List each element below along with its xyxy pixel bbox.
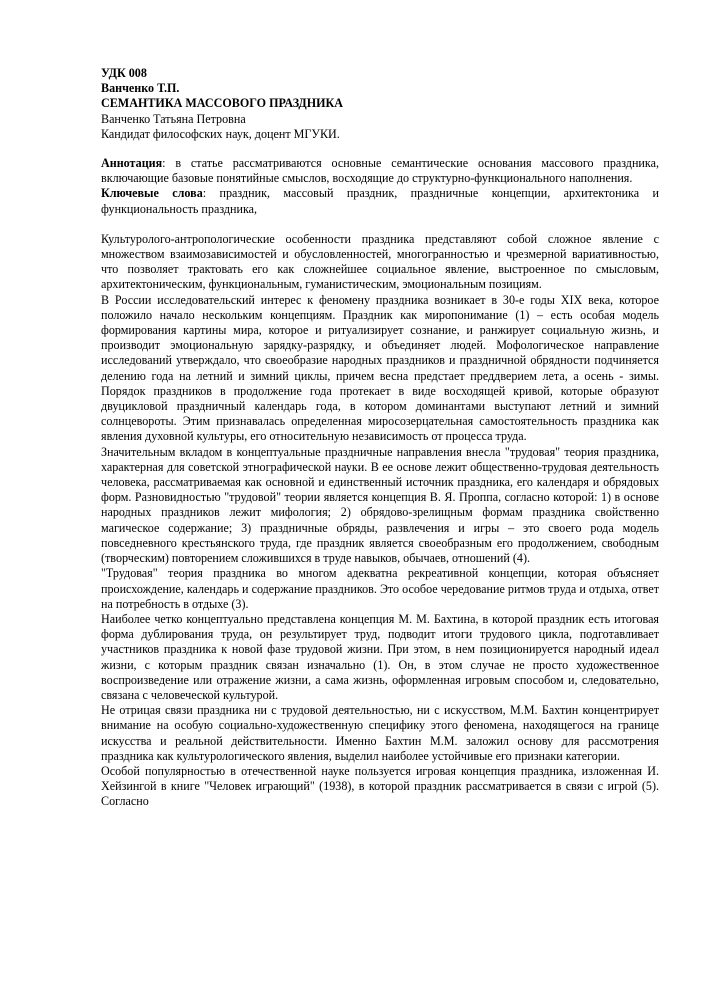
author-position: Кандидат философских наук, доцент МГУКИ.: [101, 126, 340, 141]
author-short: Ванченко Т.П.: [101, 81, 180, 96]
spacer: [101, 217, 659, 232]
body-paragraph: Особой популярностью в отечественной науке пользуется игровая концепция праздника, изложенная И. Хейзингой в книге "Человек играющий" (1938), в которой праздник рассматривается в связи с игрой (5). Согласно: [101, 763, 659, 809]
author-full-name: Ванченко Татьяна Петровна: [101, 111, 246, 126]
keywords-label: Ключевые слова: [101, 186, 203, 201]
abstract-text: : в статье рассматриваются основные семантические основания массового праздника, включающие базовые понятийные смыслов, восходящие до структурно-функционального наполнения.: [101, 156, 659, 186]
abstract-paragraph: [101, 156, 659, 186]
udk-code: УДК 008: [101, 66, 147, 80]
abstract-label: Аннотация: [101, 156, 163, 171]
body-paragraph: "Трудовая" теория праздника во многом адекватна рекреативной концепции, которая объясняет происхождение, календарь и содержание праздников. Это особое чередование ритмов труда и отдыха, ответ на потребность в отдыхе (3).: [101, 566, 659, 611]
header-block: [101, 66, 659, 142]
body-paragraph: Культуролого-антропологические особенности праздника представляют собой сложное явление с множеством взаимозависимостей и обусловленностей, многогранностью и чрезмерной вариативностью, что позволяет трактовать его как сложнейшее социальное явление, выстроенное по смысловым, архитектоническим, функциональным, гуманистическим, эмоциональным позициям.: [101, 231, 659, 292]
keywords-text: : праздник, массовый праздник, праздничные концепции, архитектоника и функциональность праздника,: [101, 186, 659, 216]
body-paragraph: Не отрицая связи праздника ни с трудовой деятельностью, ни с искусством, М.М. Бахтин концентрирует внимание на особую социально-художественную специфику этого феномена, находящегося на границе искусства и реальной действительности. Именно Бахтин М.М. заложил основу для рассмотрения праздника как культурологического явления, выделил наиболее устойчивые его признаки категории.: [101, 703, 659, 763]
spacer: [101, 142, 659, 156]
article-title: СЕМАНТИКА МАССОВОГО ПРАЗДНИКА: [101, 96, 344, 111]
document-page: [101, 66, 659, 810]
keywords-paragraph: [101, 186, 659, 216]
body-paragraph: В России исследовательский интерес к феномену праздника возникает в 30-е годы XIX века, которое положило начало нескольким концепциям. Праздник как миропонимание (1) – есть особая модель формирования картины мира, которое и ритуализирует сознание, и ранжирует социальную жизнь, и производит эмоциональную зарядку-разрядку, и объединяет людей. Мофологическое направление исследований утверждало, что своеобразие народных праздников и праздничной обрядности подчиняется делению года на летний и зимний циклы, причем весна предстает преддверием лета, а осень - зимы. Порядок праздников в продолжение года протекает в виде восходящей кривой, которые образуют двуцикловой праздничный календарь года, в котором доминантами выступают летний и зимний солнцевороты. Этим признавалась определенная миросозерцательная самостоятельность праздника как явления духовной культуры, его относительную независимость от процесса труда.: [101, 292, 659, 444]
body-paragraph: Наиболее четко концептуально представлена концепция М. М. Бахтина, в которой праздник есть итоговая форма дублирования труда, он результирует труд, подводит итоги трудового цикла, подготавливает участников праздника к новой фазе трудовой жизни. При этом, в нем позиционируется народный идеал жизни, с которым праздник связан изначально (1). Он, в этом случае не просто художественное воспроизведение или отражение жизни, а сама жизнь, оформленная игровым способом и, следовательно, связана с человеческой культурой.: [101, 611, 659, 702]
body-paragraph: Значительным вкладом в концептуальные праздничные направления внесла "трудовая" теория праздника, характерная для советской этнографической науки. В ее основе лежит общественно-трудовая деятельность человека, рассматриваемая как основной и единственный источник праздника, его календаря и обрядовых форм. Разновидностью "трудовой" теории является концепция В. Я. Проппа, согласно которой: 1) в основе народных праздников лежит мифология; 2) обрядово-зрелищным формам праздника свойственно магическое содержание; 3) праздничные обряды, развлечения и игры – это своего рода модель повседневного крестьянского труда, где праздник является своеобразным его продолжением, свободным (творческим) повторением сложившихся в труде навыков, обычаев, отношений (4).: [101, 444, 659, 566]
